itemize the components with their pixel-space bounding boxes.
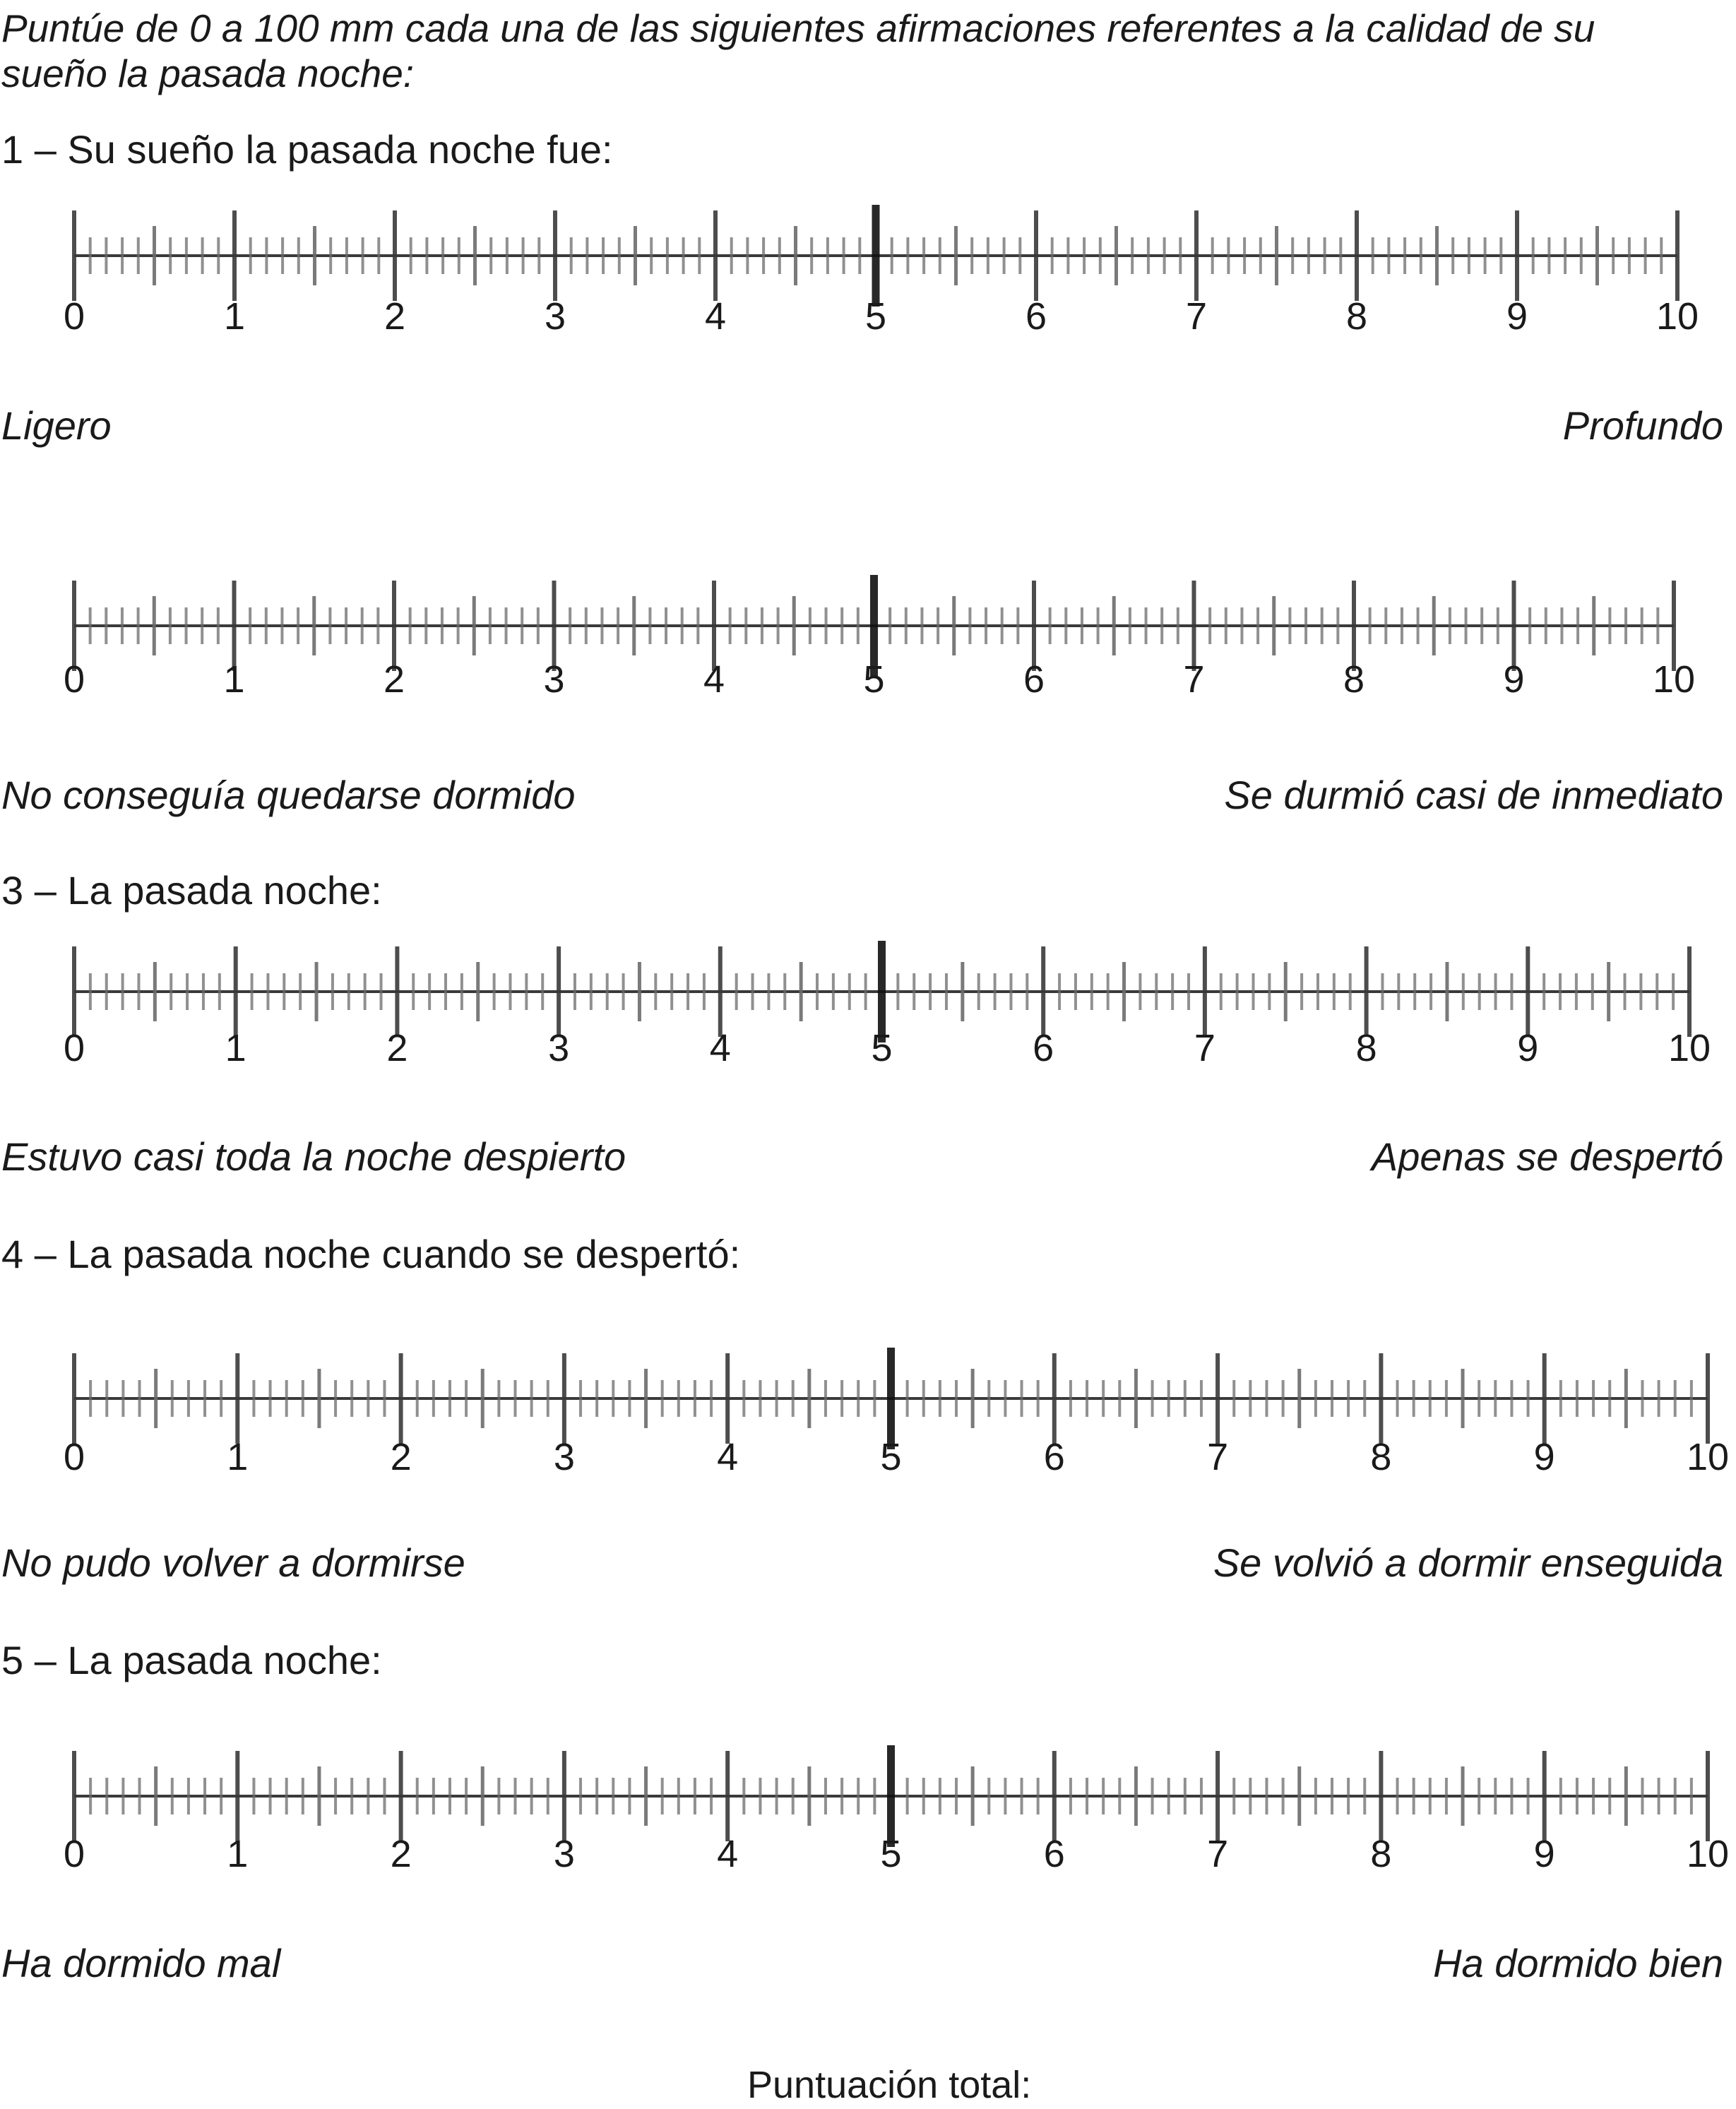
tick-label: 3 bbox=[553, 1833, 575, 1875]
tick-label: 5 bbox=[871, 1027, 893, 1069]
tick-label: 0 bbox=[63, 295, 85, 338]
question-1-title: 1 – Su sueño la pasada noche fue: bbox=[1, 127, 613, 172]
tick-label: 1 bbox=[227, 1833, 249, 1875]
tick-label: 0 bbox=[63, 1027, 85, 1069]
tick-label: 3 bbox=[543, 658, 565, 701]
tick-label: 4 bbox=[704, 295, 727, 338]
tick-label: 2 bbox=[384, 295, 406, 338]
question-2-left-anchor: No conseguía quedarse dormido bbox=[1, 773, 576, 817]
tick-label: 0 bbox=[63, 1833, 85, 1875]
tick-label: 10 bbox=[1655, 295, 1699, 338]
tick-label: 1 bbox=[223, 658, 245, 701]
tick-label: 2 bbox=[383, 658, 405, 701]
tick-label: 5 bbox=[864, 295, 887, 338]
tick-label: 10 bbox=[1652, 658, 1696, 701]
tick-label: 8 bbox=[1343, 658, 1365, 701]
question-2-right-anchor: Se durmió casi de inmediato bbox=[1224, 773, 1723, 817]
question-1-left-anchor: Ligero bbox=[1, 403, 112, 448]
tick-label: 7 bbox=[1207, 1436, 1229, 1478]
tick-label: 3 bbox=[544, 295, 566, 338]
tick-label: 1 bbox=[223, 295, 246, 338]
tick-label: 5 bbox=[880, 1436, 902, 1478]
tick-label: 9 bbox=[1517, 1027, 1539, 1069]
tick-label: 8 bbox=[1370, 1436, 1392, 1478]
tick-label: 7 bbox=[1183, 658, 1205, 701]
tick-label: 8 bbox=[1345, 295, 1368, 338]
tick-label: 10 bbox=[1686, 1833, 1730, 1875]
tick-label: 1 bbox=[225, 1027, 246, 1069]
tick-label: 2 bbox=[386, 1027, 408, 1069]
tick-label: 1 bbox=[227, 1436, 249, 1478]
tick-label: 9 bbox=[1503, 658, 1525, 701]
tick-label: 4 bbox=[709, 1027, 731, 1069]
tick-label: 6 bbox=[1023, 658, 1045, 701]
tick-label: 2 bbox=[390, 1833, 412, 1875]
question-5-left-anchor: Ha dormido mal bbox=[1, 1941, 281, 1985]
tick-label: 3 bbox=[553, 1436, 575, 1478]
question-5-right-anchor: Ha dormido bien bbox=[1433, 1941, 1723, 1985]
question-5-title: 5 – La pasada noche: bbox=[1, 1638, 382, 1682]
tick-label: 4 bbox=[717, 1436, 739, 1478]
tick-label: 6 bbox=[1043, 1436, 1065, 1478]
question-4-left-anchor: No pudo volver a dormirse bbox=[1, 1540, 465, 1585]
question-3-right-anchor: Apenas se despertó bbox=[1371, 1134, 1723, 1179]
tick-label: 5 bbox=[880, 1833, 902, 1875]
question-4-right-anchor: Se volvió a dormir enseguida bbox=[1213, 1540, 1723, 1585]
tick-label: 8 bbox=[1370, 1833, 1392, 1875]
tick-label: 2 bbox=[390, 1436, 412, 1478]
question-3-title: 3 – La pasada noche: bbox=[1, 868, 382, 913]
tick-label: 0 bbox=[63, 1436, 85, 1478]
tick-label: 9 bbox=[1506, 295, 1528, 338]
tick-label: 7 bbox=[1185, 295, 1208, 338]
tick-label: 6 bbox=[1033, 1027, 1054, 1069]
question-1-right-anchor: Profundo bbox=[1562, 403, 1723, 448]
instructions-text: Puntúe de 0 a 100 mm cada una de las siguientes afirmaciones referentes a la calidad de su sueño la pasada noche: bbox=[1, 6, 1595, 95]
tick-label: 10 bbox=[1667, 1027, 1711, 1069]
tick-label: 3 bbox=[548, 1027, 570, 1069]
tick-label: 7 bbox=[1194, 1027, 1215, 1069]
tick-label: 4 bbox=[703, 658, 725, 701]
tick-label: 7 bbox=[1207, 1833, 1229, 1875]
tick-label: 9 bbox=[1533, 1436, 1555, 1478]
question-4-title: 4 – La pasada noche cuando se despertó: bbox=[1, 1232, 741, 1276]
tick-label: 6 bbox=[1025, 295, 1047, 338]
question-3-left-anchor: Estuvo casi toda la noche despierto bbox=[1, 1134, 626, 1179]
tick-label: 10 bbox=[1686, 1436, 1730, 1478]
tick-label: 0 bbox=[63, 658, 85, 701]
tick-label: 4 bbox=[717, 1833, 739, 1875]
tick-label: 5 bbox=[863, 658, 885, 701]
tick-label: 6 bbox=[1043, 1833, 1065, 1875]
total-score-label: Puntuación total: bbox=[747, 2064, 1032, 2106]
tick-label: 8 bbox=[1355, 1027, 1377, 1069]
tick-label: 9 bbox=[1533, 1833, 1555, 1875]
